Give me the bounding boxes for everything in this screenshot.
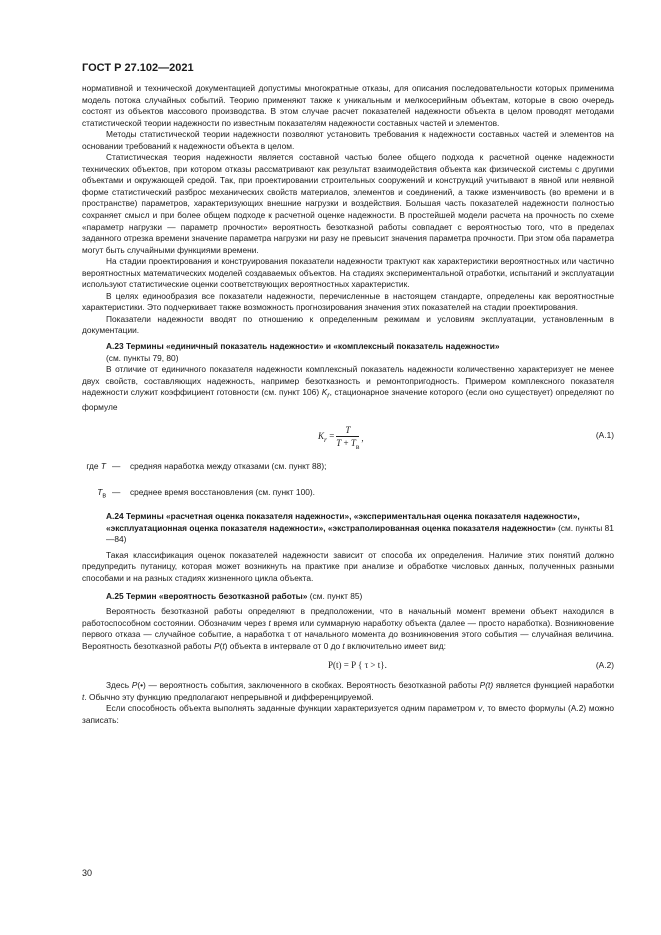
legend-symbol: T <box>100 460 106 471</box>
section-refs: (см. пункты 81—84) <box>106 522 614 545</box>
formula-fraction <box>336 424 359 453</box>
page-content <box>82 83 614 726</box>
text-run: Здесь <box>106 680 132 691</box>
paragraph: В целях единообразия все показатели надежности, перечисленные в настоящем стандарте, определены как вероятностные характеристики. Это подчеркивает также возможность прогнозирования значения этих показателей на стадии проектирования. <box>82 290 614 313</box>
text-run: . Обычно эту функцию предполагают непрерывной и дифференцируемой. <box>84 691 374 702</box>
page-header-title: ГОСТ Р 27.102—2021 <box>82 62 194 74</box>
formula-number: (А.2) <box>595 660 614 671</box>
formula-denominator-b: T <box>350 437 356 448</box>
section-heading-a23 <box>106 341 614 353</box>
paragraph: На стадии проектирования и конструирования показатели надежности трактуют как характеристики вероятностных или частично вероятностных математических моделей создаваемых объектов. На стадиях экспериментальной отработки, испытаний и эксплуатации используют статистические оценки соответствующих вероятностных характеристик. <box>82 256 614 290</box>
symbol: P <box>213 640 220 651</box>
formula-lhs: K <box>318 431 325 442</box>
paragraph: Такая классификация оценок показателей надежности зависит от способа их определения. Наличие этих понятий должно предупредить путаницу, которая может возникнуть на практике при анализе и обработке числовых данных, полученных разными способами и на разных стадиях жизненного цикла объекта. <box>82 549 614 584</box>
formula-expression: P(t) = P { τ > t}. <box>328 660 387 671</box>
formula-lhs-sub: r <box>324 435 327 444</box>
formula-number: (А.1) <box>595 429 614 440</box>
section-title: А.24 Термины «расчетная оценка показателя надежности», «экспериментальная оценка показателя надежности», «эксплуатационная оценка показателя надежности», «экстраполированная оценка показателя надежности» <box>106 511 580 533</box>
page-number: 30 <box>82 868 93 878</box>
formula-comma: , <box>361 432 364 443</box>
legend-row <box>58 486 614 503</box>
formula-plus: + <box>341 437 351 448</box>
formula-numerator: T <box>345 424 351 435</box>
symbol: K <box>321 387 328 398</box>
formula-eq: = <box>326 431 335 442</box>
text-run: включительно имеет вид: <box>344 640 446 651</box>
text-run: , стационарное значение которого (если оно существует) определяют по формуле <box>82 387 615 413</box>
symbol: t <box>268 617 271 628</box>
legend-prefix: где <box>86 460 99 471</box>
legend-dash: — <box>112 486 121 497</box>
legend-dash: — <box>112 460 121 471</box>
text-run: Вероятность безотказной работы определяют в предположении, что в начальный момент времени объект находился в работоспособном состоянии. Обозначим через <box>82 606 614 628</box>
legend-row <box>58 460 614 477</box>
symbol: v <box>478 703 483 714</box>
paragraph: нормативной и технической документацией допустимы многократные отказы, для описания последовательности которых применима модель потока случайных событий. Теорию применяют также к уникальным и мелкосерийным объектам, которые в свою очередь состоят из объектов массового производства. В этом случае расчет показателей надежности объекта в целом проводят методами статистической теории надежности по известным показателям надежности составных частей и элементов. <box>82 83 614 128</box>
section-refs: (см. пункт 85) <box>307 590 363 601</box>
section-refs: (см. пункты 79, 80) <box>106 352 179 363</box>
text-run: , то вместо формулы (А.2) можно записать: <box>82 703 614 725</box>
paragraph <box>82 364 614 414</box>
text-run: В отличие от единичного показателя надежности комплексный показатель надежности количественно характеризует не менее двух свойств, составляющих надежность, например безотказность и ремонтопригодность. Примером комплексного показателя надежности служит коэффициент готовности (см. пункт 106) <box>82 364 614 398</box>
paragraph: Показатели надежности вводят по отношению к определенным режимам и условиям эксплуатации, установленным в документации. <box>82 313 614 336</box>
section-heading-a24 <box>106 511 614 546</box>
text-run: время или суммарную наработку объекта (далее — просто наработка). Возникновение первого отказа — случайное событие, а наработка τ от начального момента до возникновения этого события — случайная величина. Вероятность безотказной работы <box>82 617 614 651</box>
text-run: является функцией наработки <box>493 680 614 691</box>
legend-symbol-sub: в <box>102 492 106 500</box>
paragraph <box>82 680 614 703</box>
section-heading-a25 <box>106 591 614 603</box>
formula-a2 <box>82 656 614 678</box>
legend-symbol: T <box>97 486 103 497</box>
symbol: t <box>342 640 345 651</box>
symbol: t <box>82 691 85 702</box>
section-title: А.25 Термин «вероятность безотказной работы» <box>106 590 308 601</box>
formula-a1 <box>82 422 614 454</box>
symbol: t <box>222 640 225 651</box>
symbol: P <box>131 680 138 691</box>
legend-text: средняя наработка между отказами (см. пункт 88); <box>130 460 327 471</box>
symbol: P(t) <box>479 680 494 691</box>
text-run: (•) — вероятность события, заключенного в скобках. Вероятность безотказной работы <box>137 680 480 691</box>
text-run: Если способность объекта выполнять заданные функции характеризуется одним параметром <box>106 703 479 714</box>
text-run: ( <box>219 640 223 651</box>
formula-legend <box>58 460 614 502</box>
formula-expression <box>318 424 364 453</box>
formula-denominator-a: T <box>336 437 342 448</box>
text-run: ) объекта в интервале от 0 до <box>224 640 343 651</box>
paragraph: Методы статистической теории надежности позволяют установить требования к надежности составных частей и элементов на основании требований к надежности объекта в целом. <box>82 129 614 151</box>
legend-text: среднее время восстановления (см. пункт 100). <box>130 486 315 497</box>
paragraph <box>82 703 614 726</box>
formula-denominator-b-sub: в <box>355 441 360 451</box>
symbol-subscript: r <box>327 392 330 400</box>
paragraph: Статистическая теория надежности является составной частью более общего подхода к расчетной оценке надежности технических объектов, при котором отказы рассматривают как результат взаимодействия объекта как физической системы с другими объектами и окружающей средой. Так, при проектировании строительных сооружений и конструкций учитывают в явной или неявной форме статистический разброс механических свойств материалов, элементов и соединений, а также изменчивость (во времени и в пространстве) параметров, характеризующих внешние нагрузки и воздействия. Большая часть показателей надежности полностью сохраняет смысл и при более общем подходе к расчетной оценке надежности. В простейшей модели расчета на прочность по схеме «параметр нагрузки — параметр прочности» вероятность безотказной работы совпадает с вероятностью того, что в пределах заданного отрезка времени значение параметра нагрузки ни разу не превысит значения параметра прочности. При этом оба параметра могут быть случайными функциями времени. <box>82 152 614 255</box>
section-title: А.23 Термины «единичный показатель надежности» и «комплексный показатель надежности» <box>106 341 500 352</box>
paragraph <box>82 606 614 652</box>
